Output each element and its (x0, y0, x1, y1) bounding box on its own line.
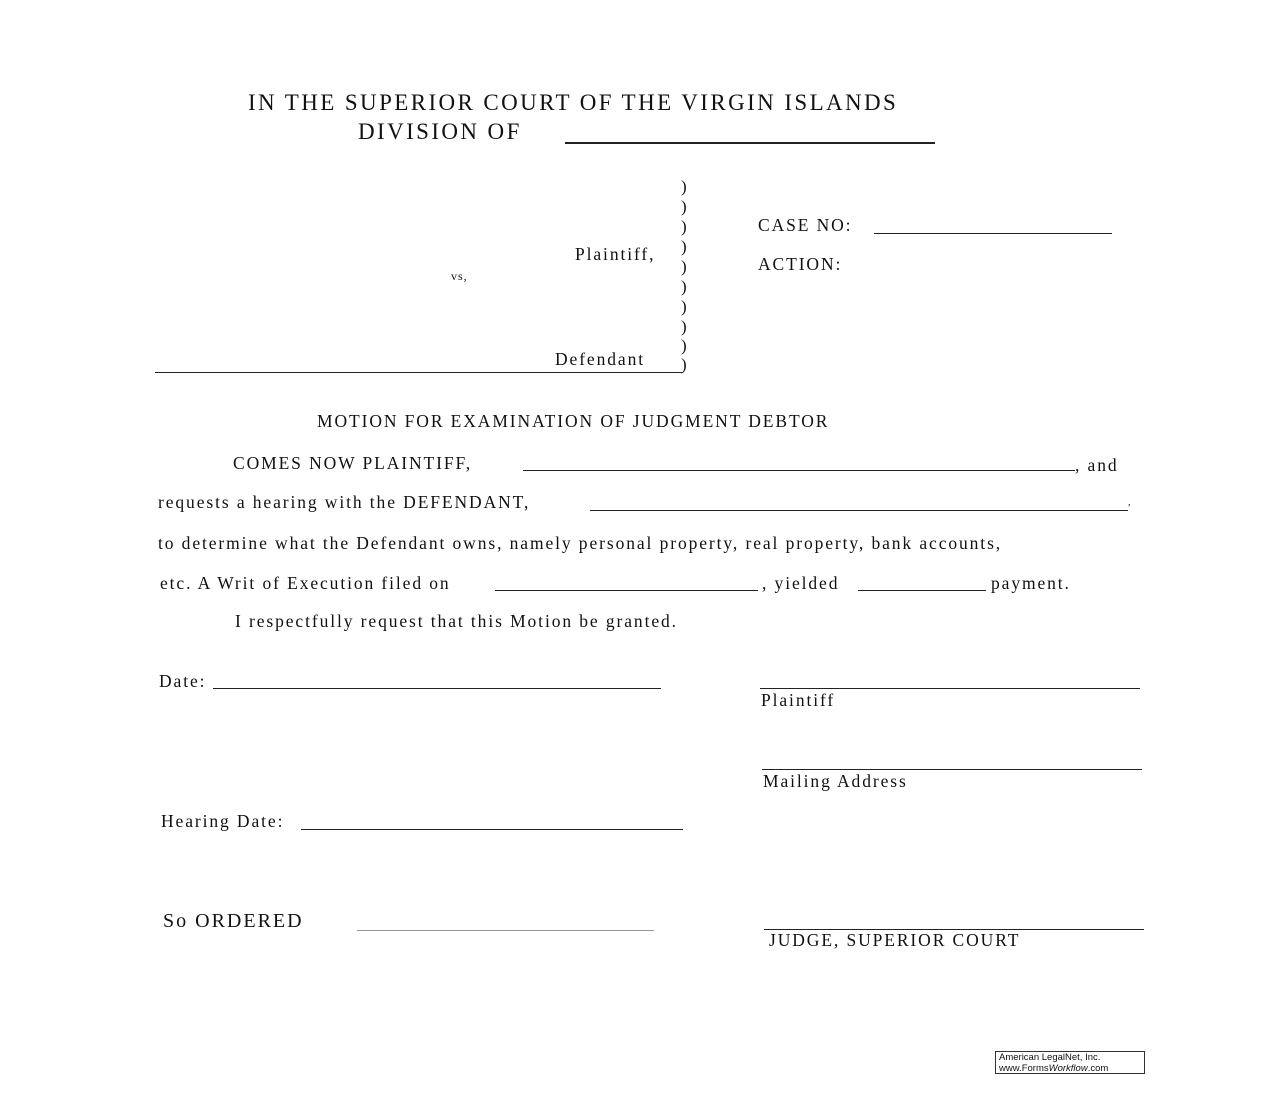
action-label: ACTION: (758, 254, 843, 274)
yield-field[interactable] (858, 590, 986, 591)
plaintiff-name-field[interactable] (523, 470, 1075, 471)
mailing-address-label: Mailing Address (763, 771, 908, 791)
p1-start: COMES NOW PLAINTIFF, (233, 453, 473, 473)
p2-end: , (1128, 497, 1133, 508)
paren: ) (681, 237, 687, 256)
hearing-date-label: Hearing Date: (161, 811, 285, 831)
judge-label: JUDGE, SUPERIOR COURT (769, 930, 1021, 950)
p4-end: payment. (991, 573, 1071, 593)
defendant-name-field[interactable] (590, 510, 1128, 511)
footer-url-a: www.Forms (999, 1062, 1049, 1074)
division-field[interactable] (565, 142, 935, 144)
so-ordered-field[interactable] (357, 930, 654, 931)
date-label: Date: (159, 671, 207, 691)
p3: to determine what the Defendant owns, namely personal property, real property, bank accounts, (158, 533, 1003, 553)
paren: ) (681, 355, 687, 374)
writ-date-field[interactable] (495, 590, 758, 591)
plaintiff-caption-label: Plaintiff, (575, 244, 656, 264)
vs-label: vs, (451, 269, 468, 283)
hearing-date-field[interactable] (301, 829, 683, 830)
paren: ) (681, 217, 687, 236)
case-no-field[interactable] (874, 233, 1112, 234)
paren: ) (681, 297, 687, 316)
publisher-footer (995, 1051, 1145, 1074)
footer-line1: American LegalNet, Inc. (999, 1052, 1101, 1063)
plaintiff-signature-line[interactable] (760, 688, 1140, 689)
paren: ) (681, 177, 687, 196)
mailing-address-line[interactable] (762, 769, 1142, 770)
footer-url-b: Workflow (1048, 1062, 1088, 1074)
p4-start: etc. A Writ of Execution filed on (160, 573, 451, 593)
footer-url-c: .com (1087, 1062, 1109, 1074)
court-title: IN THE SUPERIOR COURT OF THE VIRGIN ISLANDS (248, 90, 899, 115)
motion-title: MOTION FOR EXAMINATION OF JUDGMENT DEBTOR (317, 411, 830, 431)
case-no-label: CASE NO: (758, 215, 853, 235)
paren: ) (681, 257, 687, 276)
paren: ) (681, 336, 687, 355)
p1-end: , and (1075, 455, 1119, 475)
footer-line2 (999, 1064, 1144, 1075)
p2-start: requests a hearing with the DEFENDANT, (158, 492, 531, 512)
defendant-caption-label: Defendant (555, 349, 645, 369)
p5: I respectfully request that this Motion be granted. (235, 611, 678, 631)
paren: ) (681, 277, 687, 296)
paren: ) (681, 197, 687, 216)
plaintiff-signature-label: Plaintiff (761, 690, 836, 710)
defendant-line[interactable] (155, 372, 683, 373)
paren: ) (681, 317, 687, 336)
p4-mid: , yielded (762, 573, 840, 593)
date-field[interactable] (213, 688, 661, 689)
so-ordered-label: So ORDERED (163, 910, 304, 932)
division-label: DIVISION OF (358, 119, 522, 144)
